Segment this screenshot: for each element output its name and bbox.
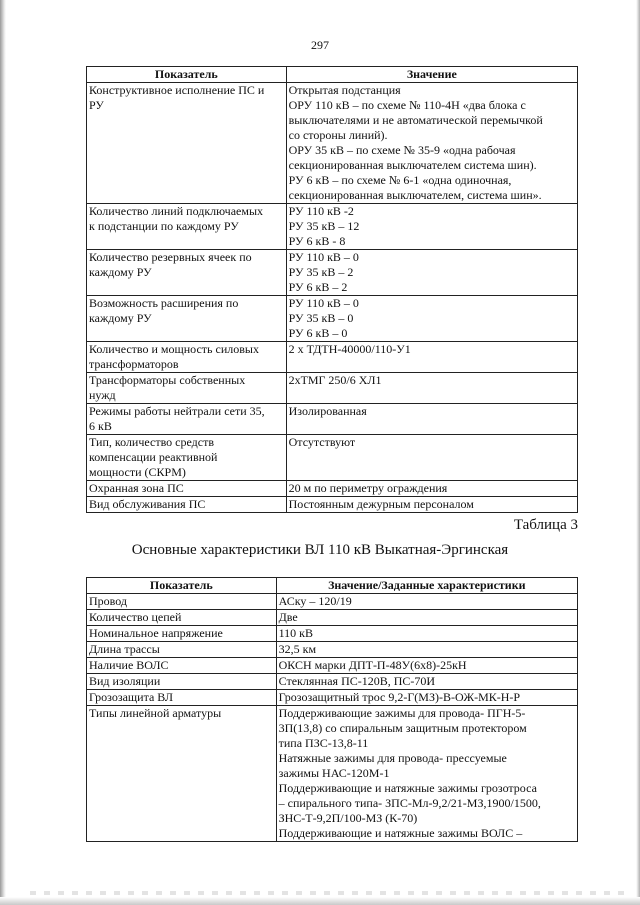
row-indicator-cell <box>87 204 287 250</box>
cell-text-line: Трансформаторы собственных <box>89 373 246 387</box>
row-value-cell <box>286 250 577 296</box>
cell-text-line: РУ 110 кВ -2 <box>288 204 354 218</box>
table-row <box>87 83 578 204</box>
cell-text-line: РУ 6 кВ – 0 <box>288 326 348 340</box>
cell-text-line: РУ 110 кВ – 0 <box>288 296 359 310</box>
cell-text-line: каждому РУ <box>89 265 152 279</box>
power-line-characteristics-table <box>86 577 578 842</box>
header-indicator: Показатель <box>87 67 287 83</box>
table-header-row <box>87 578 578 594</box>
row-indicator-cell <box>87 83 287 204</box>
cell-text-line: Стеклянная ПС-120В, ПС-70И <box>278 674 436 688</box>
row-indicator-cell <box>87 296 287 342</box>
header-indicator: Показатель <box>87 578 277 594</box>
cell-text-line: Количество линий подключаемых <box>89 204 263 218</box>
cell-text-line: АСку – 120/19 <box>278 594 352 608</box>
cell-text-line: 110 кВ <box>278 626 314 640</box>
scan-edge-right <box>636 0 640 905</box>
cell-text-line: 2хТМГ 250/6 ХЛ1 <box>288 373 382 387</box>
cell-text-line: РУ 35 кВ – 0 <box>288 311 354 325</box>
cell-text-line: Наличие ВОЛС <box>89 658 169 672</box>
table-header-row <box>87 67 578 83</box>
row-indicator-cell <box>87 404 287 435</box>
cell-text-line: Конструктивное исполнение ПС и <box>89 83 265 97</box>
cell-text-line: Тип, количество средств <box>89 435 214 449</box>
table-row <box>87 342 578 373</box>
row-indicator-cell <box>87 481 287 497</box>
table-row <box>87 296 578 342</box>
cell-text-line: – спирального типа- ЗПС-Мл-9,2/21-МЗ,1900/1500, <box>278 796 541 810</box>
cell-text-line: трансформаторов <box>89 357 179 371</box>
cell-text-line: Вид изоляции <box>89 674 161 688</box>
cell-text-line: ОРУ 110 кВ – по схеме № 110-4Н «два блока с <box>288 98 526 112</box>
row-indicator-cell <box>87 342 287 373</box>
table-row <box>87 435 578 481</box>
cell-text-line: Режимы работы нейтрали сети 35, <box>89 404 265 418</box>
row-indicator-cell <box>87 373 287 404</box>
header-value: Значение/Заданные характеристики <box>276 578 577 594</box>
row-value-cell <box>276 674 577 690</box>
row-indicator-cell <box>87 674 277 690</box>
cell-text-line: 20 м по периметру ограждения <box>288 481 448 495</box>
row-indicator-cell <box>87 250 287 296</box>
row-value-cell <box>286 296 577 342</box>
cell-text-line: ОКСН марки ДПТ-П-48У(6х8)-25кН <box>278 658 467 672</box>
row-indicator-cell <box>87 690 277 706</box>
table-row <box>87 642 578 658</box>
cell-text-line: РУ 35 кВ – 2 <box>288 265 354 279</box>
table-row <box>87 658 578 674</box>
cell-text-line: Постоянным дежурным персоналом <box>288 497 474 511</box>
cell-text-line: к подстанции по каждому РУ <box>89 219 239 233</box>
row-value-cell <box>286 83 577 204</box>
cell-text-line: Две <box>278 610 298 624</box>
cell-text-line: Грозозащитный трос 9,2-Г(МЗ)-В-ОЖ-МК-Н-Р <box>278 690 521 704</box>
table-row <box>87 373 578 404</box>
page-number: 297 <box>311 38 329 52</box>
table-row <box>87 690 578 706</box>
cell-text-line: Поддерживающие и натяжные зажимы ВОЛС – <box>278 826 523 840</box>
row-indicator-cell <box>87 642 277 658</box>
cell-text-line: Поддерживающие зажимы для провода- ПГН-5- <box>278 706 526 720</box>
cell-text-line: Охранная зона ПС <box>89 481 184 495</box>
cell-text-line: РУ 6 кВ – 2 <box>288 280 348 294</box>
row-value-cell <box>276 658 577 674</box>
table-row <box>87 706 578 842</box>
row-value-cell <box>276 690 577 706</box>
table-row <box>87 250 578 296</box>
cell-text-line: РУ <box>89 98 104 112</box>
cell-text-line: Открытая подстанция <box>288 83 401 97</box>
cell-text-line: Номинальное напряжение <box>89 626 223 640</box>
cell-text-line: 32,5 км <box>278 642 317 656</box>
row-value-cell <box>276 626 577 642</box>
cell-text-line: выключателями и не автоматической перемычкой <box>288 113 543 127</box>
cell-text-line: РУ 110 кВ – 0 <box>288 250 359 264</box>
table-row <box>87 610 578 626</box>
cell-text-line: РУ 35 кВ – 12 <box>288 219 360 233</box>
cell-text-line: Типы линейной арматуры <box>89 706 222 720</box>
row-indicator-cell <box>87 706 277 842</box>
row-value-cell <box>286 497 577 513</box>
row-value-cell <box>276 706 577 842</box>
cell-text-line: РУ 6 кВ – по схеме № 6-1 «одна одиночная, <box>288 173 512 187</box>
row-indicator-cell <box>87 435 287 481</box>
cell-text-line: Количество и мощность силовых <box>89 342 259 356</box>
cell-text-line: ЗНС-Т-9,2П/100-МЗ (К-70) <box>278 811 418 825</box>
table-row <box>87 204 578 250</box>
cell-text-line: зажимы НАС-120М-1 <box>278 766 390 780</box>
scan-edge-bottom <box>0 897 640 905</box>
scan-edge-left <box>0 0 6 905</box>
cell-text-line: 6 кВ <box>89 419 112 433</box>
row-indicator-cell <box>87 497 287 513</box>
cell-text-line: Отсутствуют <box>288 435 356 449</box>
table-row <box>87 497 578 513</box>
cell-text-line: Количество резервных ячеек по <box>89 250 252 264</box>
cell-text-line: Провод <box>89 594 128 608</box>
cell-text-line: компенсации реактивной <box>89 450 218 464</box>
row-indicator-cell <box>87 626 277 642</box>
cell-text-line: 2 х ТДТН-40000/110-У1 <box>288 342 411 356</box>
cell-text-line: Натяжные зажимы для провода- прессуемые <box>278 751 507 765</box>
table-row <box>87 481 578 497</box>
cell-text-line: со стороны линий). <box>288 128 388 142</box>
cell-text-line: каждому РУ <box>89 311 152 325</box>
table-title: Основные характеристики ВЛ 110 кВ Выкатная-Эргинская <box>131 542 509 558</box>
row-value-cell <box>286 204 577 250</box>
table-row <box>87 674 578 690</box>
cell-text-line: Вид обслуживания ПС <box>89 497 206 511</box>
row-value-cell <box>286 435 577 481</box>
cell-text-line: 3П(13,8) со спиральным защитным протектором <box>278 721 527 735</box>
row-value-cell <box>286 342 577 373</box>
table-row <box>87 626 578 642</box>
header-value: Значение <box>286 67 577 83</box>
row-value-cell <box>286 481 577 497</box>
cell-text-line: Поддерживающие и натяжные зажимы грозотроса <box>278 781 537 795</box>
cell-text-line: секционированная выключателем, система шин». <box>288 188 542 202</box>
scan-noise <box>30 891 630 895</box>
table-row <box>87 404 578 435</box>
cell-text-line: типа ПЗС-13,8-11 <box>278 736 369 750</box>
substation-characteristics-table <box>86 66 578 513</box>
row-indicator-cell <box>87 610 277 626</box>
cell-text-line: секционированная выключателем система шин). <box>288 158 537 172</box>
row-value-cell <box>286 373 577 404</box>
cell-text-line: Длина трассы <box>89 642 160 656</box>
cell-text-line: Изолированная <box>288 404 367 418</box>
row-value-cell <box>276 594 577 610</box>
cell-text-line: Количество цепей <box>89 610 182 624</box>
cell-text-line: Грозозащита ВЛ <box>89 690 173 704</box>
table-caption: Таблица 3 <box>513 517 578 533</box>
cell-text-line: РУ 6 кВ - 8 <box>288 234 346 248</box>
row-indicator-cell <box>87 594 277 610</box>
cell-text-line: Возможность расширения по <box>89 296 239 310</box>
row-indicator-cell <box>87 658 277 674</box>
cell-text-line: мощности (СКРМ) <box>89 465 186 479</box>
row-value-cell <box>276 642 577 658</box>
cell-text-line: нужд <box>89 388 116 402</box>
table-row <box>87 594 578 610</box>
cell-text-line: ОРУ 35 кВ – по схеме № 35-9 «одна рабочая <box>288 143 516 157</box>
row-value-cell <box>286 404 577 435</box>
row-value-cell <box>276 610 577 626</box>
